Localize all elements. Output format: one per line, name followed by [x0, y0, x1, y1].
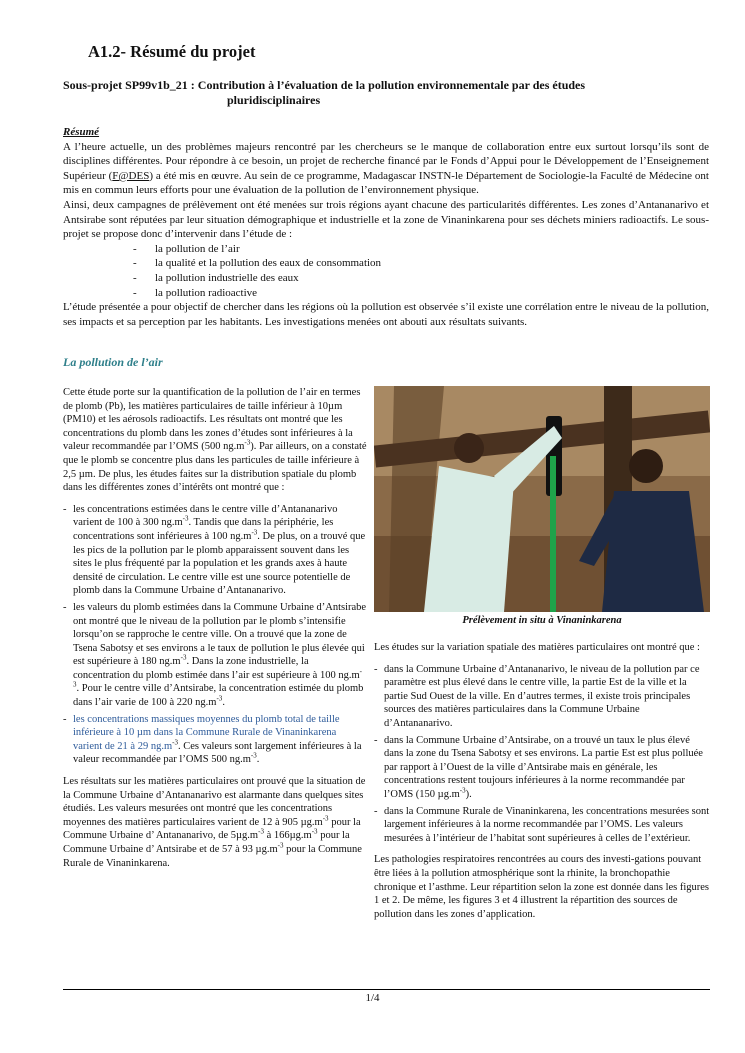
- lead-results-list: [63, 503, 367, 767]
- resume-title: Résumé: [63, 126, 100, 138]
- study-list-item: - la pollution industrielle des eaux: [133, 271, 709, 286]
- right-column: [374, 641, 710, 929]
- air-pollution-heading: La pollution de l’air: [63, 355, 163, 369]
- study-list-item: - la pollution radioactive: [133, 286, 709, 301]
- fades-link[interactable]: F@DES: [112, 169, 150, 182]
- subproject-line1: Sous-projet SP99v1b_21 : Contribution à l’évaluation de la pollution environnementale par des études: [63, 78, 586, 92]
- list-item: - dans la Commune Urbaine d’Antsirabe, on a trouvé un taux le plus élevé dans la zone du Tsena Sabotsy et ses environs. La partie Est est plus polluée par rapport à l’Ouest de la ville d’Antsirabe mais en générale, les concentrations restent toujours inférieures à la norme recommandée par l’OMS (150 $\mu g.m^{-3}$).: [374, 734, 710, 802]
- study-list: [63, 242, 709, 300]
- study-list-item: - la pollution de l’air: [133, 242, 709, 257]
- page-number: 1/4: [365, 992, 380, 1004]
- resume-paragraph-2: Ainsi, deux campagnes de prélèvement ont été menées sur trois régions ayant chacune des particularités différentes. Les zones d’Antananarivo et Antsirabe sont réputées par leur situation démographique et industrielle et la zone de Vinaninkarena pour ses déchets miniers radioactifs. Le sous-projet se propose donc d’intervenir dans l’étude de :: [63, 198, 709, 241]
- resume-paragraph-1: [63, 140, 709, 198]
- study-list-item: - la qualité et la pollution des eaux de consommation: [133, 256, 709, 271]
- subproject-title: [63, 78, 683, 108]
- subproject-line2: pluridisciplinaires: [227, 93, 321, 107]
- footer-divider: [63, 989, 710, 990]
- list-item: - les concentrations massiques moyennes du plomb total de taille inférieure à 10 µm dans la Commune Rurale de Vinaninkarena varient de 21 à 29 $ng.m^{-3}$. Ces valeurs sont largement inférieures à la valeur recommandée par l’OMS 500 $ng.m^{-3}$.: [63, 713, 367, 767]
- pathologies-paragraph: Les pathologies respiratoires rencontrées au cours des investi-gations pouvant être liées à la pollution atmosphérique sont la rhinite, la bronchopathie chronique et l’asthme. Leur répartition selon la zone est donnée dans les figures 1 et 2. De même, les figures 3 et 4 illustrent la répartition des sources de pollution dans les zones d’application.: [374, 854, 710, 920]
- resume-section: [63, 125, 709, 329]
- list-item: - les valeurs du plomb estimées dans la Commune Urbaine d’Antsirabe ont montré que le niveau de la pollution par le plomb s’intensifie lorsqu’on se rapproche le centre ville. On a trouvé que la zone de Tsena Sabotsy et ses environs a le taux de pollution le plus élevée qui est supérieure à 180 $ng.m^{-3}$. Dans la zone industrielle, la concentration du plomb estimée dans l’air est supérieure à 100 $ng.m^{-3}$. Pour le centre ville d’Antsirabe, la concentration estimée du plomb dans l’air varie de 100 à 220 $ng.m^{-3}$.: [63, 601, 367, 710]
- resume-paragraph-3: L’étude présentée a pour objectif de chercher dans les régions où la pollution est observée s’il existe une corrélation entre le niveau de la pollution, ses impacts et sa perception par les habitants. Les investigations menées ont abouti aux résultats suivants.: [63, 301, 709, 328]
- left-column: [63, 386, 367, 878]
- photo-caption: Prélèvement in situ à Vinaninkarena: [462, 615, 622, 626]
- list-item: - dans la Commune Rurale de Vinaninkarena, les concentrations mesurées sont largement inférieures à la norme recommandée par l’OMS. Les valeurs mesurées à l’intérieur de l’habitat sont supérieures à celles de l’extérieur.: [374, 805, 710, 846]
- air-paragraph-2: Les résultats sur les matières particulaires ont prouvé que la situation de la Commune Urbaine d’Antananarivo est alarmante dans quelques sites étudiés. Les valeurs mesurées ont montré que les concentrations moyennes des matières particulaires varient de 12 à 905 $\mu g.m^{-3}$ pour la Commune Urbaine d’ Antananarivo, de $5\mu g.m^{-3}$ à $166\mu g.m^{-3}$ pour la Commune Urbaine d’ Antsirabe et de 57 à 93 $\mu g.m^{-3}$ pour la Commune Rurale de Vinaninkarena.: [63, 776, 366, 869]
- field-sampling-photo: [374, 386, 710, 612]
- air-paragraph-1: Cette étude porte sur la quantification de la pollution de l’air en termes de plomb (Pb), les matières particulaires de taille inférieur à 10µm (PM10) et les aérosols radioactifs. Les résultats ont montré que les concentrations du plomb dans les zones d’études sont inférieures à la valeur recommandée par l’OMS (500 $ng.m^{-3}$). Par ailleurs, on a constaté que le plomb se concentre plus dans les particules de taille inférieure à 2,5 µm. De plus, les études faites sur la distribution spatiale du plomb dans les différentes zones d’intérêts ont montré que :: [63, 387, 367, 494]
- photo-illustration: [374, 386, 710, 612]
- list-item: - dans la Commune Urbaine d’Antananarivo, le niveau de la pollution par ce paramètre est plus élevé dans le centre ville, la partie Est de la ville et la partie Sud Ouest de la ville. En d’autres termes, il existe trois principales sources des matières particulaires dans la Commune Urbaine d’Antananarivo.: [374, 663, 710, 731]
- list-item: - les concentrations estimées dans le centre ville d’Antananarivo varient de 100 à 300 $ng.m^{-3}$. Tandis que dans la périphérie, les concentrations sont inférieures à 100 $ng.m^{-3}$. De plus, on a trouvé que les pics de la pollution par le plomb apparaissent souvent dans les sites le plus fréquenté par la population et les grands axes à haute densité de circulation. Le centre ville est une source potentielle de plomb dans la Commune Urbaine d’Antananarivo.: [63, 503, 367, 598]
- section-title: A1.2- Résumé du projet: [88, 42, 256, 61]
- resume-p1-text-b: ) a été mis en œuvre. Au sein de ce programme, Madagascar INSTN-le Département de Sociologie-la Faculté de Médecine ont mis en commun leurs efforts pour une évaluation de la pollution de l’environnement physique.: [63, 169, 709, 197]
- resume-p1-text-a: A l’heure actuelle, un des problèmes majeurs rencontré par les chercheurs se le manque de collaboration entre eux surtout lorsqu’ils sont de disciplines différentes. Pour répondre à ce besoin, un projet de recherche financé par le Fonds d’Appui pour le Développement de l’Enseignement Supérieur (: [63, 140, 709, 182]
- particulate-results-list: [374, 663, 710, 846]
- particulate-intro: Les études sur la variation spatiale des matières particulaires ont montré que :: [374, 642, 700, 653]
